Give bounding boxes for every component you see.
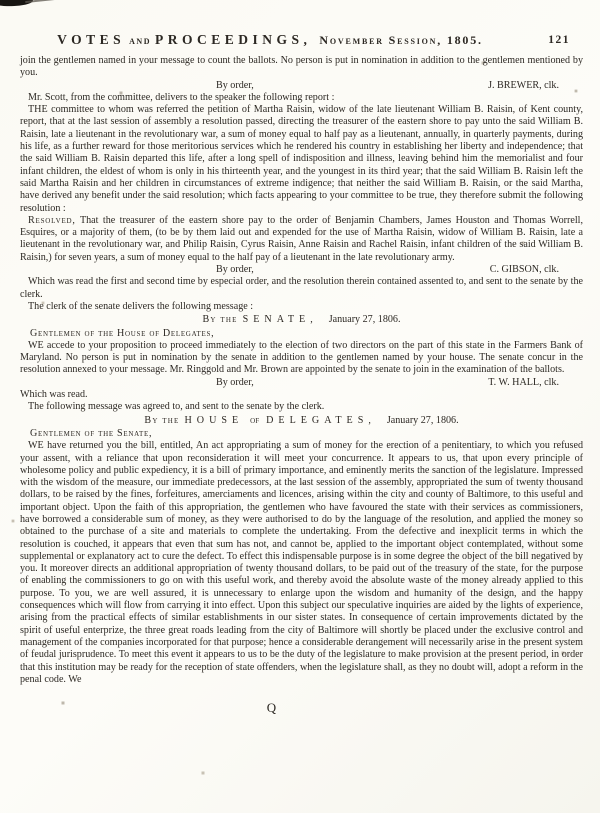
resolved-lead-word: Resolved,	[28, 214, 76, 226]
by-order-row-gibson	[20, 264, 583, 276]
house-heading-date: January 27, 1806.	[386, 414, 459, 426]
by-order-row-brewer	[20, 80, 583, 92]
senate-message-heading	[20, 314, 583, 326]
clerk-signature-hall: T. W. HALL, clk.	[488, 376, 559, 388]
scan-speckles	[0, 0, 2, 2]
title-and: and	[129, 35, 151, 47]
senate-heading-date: January 27, 1806.	[328, 314, 401, 326]
paragraph-committee-report: THE committee to whom was referred the petition of Martha Raisin, widow of the late lieutenant William B. Raisin, of Kent county, report, that at the last session of assembly a resolution passed, directing the treasurer of the eastern shore to pay unto the said William B. Raisin, late a lieutenant in the revolutionary war, a sum of money equal to half pay as a lieutenant, annually, in quarterly payments, during his life, as a further reward for those meritorious services which he rendered his country in establishing her liberty and independence; that the said William B. Raisin departed this life, after a long spell of indisposition and illness, leaving behind him the memorialist and four infant children, the eldest of whom is only in his thirteenth year, and the youngest in its third year; that the said William B. Raisin left the said Martha Raisin and her children in circumstances of extreme indigence; that neither the said William B. Raisin, or the said Martha, have derived any benefit under the said resolution; which facts appearing to your committee to be true, they therefore submit the following resolution :	[20, 104, 583, 214]
salutation-house-of-delegates: Gentlemen of the House of Delegates,	[30, 327, 215, 339]
signature-mark: Q	[266, 700, 277, 716]
paragraph-following-message: The following message was agreed to, and sent to the senate by the clerk.	[28, 401, 325, 413]
resolved-text: That the treasurer of the eastern shore pay to the order of Benjamin Chambers, James Houston and Thomas Worrell, Esquires, or a majority of them, (to be by them laid out and expended for the use of Martha Raisin, widow of William B. Raisin, late a lieutenant in the revolutionary war, and Philip Raisin, Cyrus Raisin, Anne Raisin and Rachel Raisin, infant children of the said William B. Raisin,) for seven years, a sum of money equal to the half pay of a lieutenant in the late revolutionary army.	[20, 214, 583, 263]
house-heading-name-delegates: DELEGATES,	[266, 414, 376, 426]
clerk-signature-gibson: C. GIBSON, clk.	[489, 264, 559, 276]
paragraph-which-was-read-second: Which was read.	[20, 389, 88, 401]
by-order-label: By order,	[216, 376, 254, 388]
title-votes: VOTES	[57, 32, 126, 47]
house-heading-of: of	[250, 414, 260, 426]
paragraph-ballot-continuation: join the gentlemen named in your message to count the ballots. No person is put in nomination in addition to the gentlemen mentioned by you.	[20, 55, 583, 79]
senate-heading-name: SENATE,	[242, 314, 318, 326]
senate-heading-prefix: By the	[202, 314, 238, 326]
title-session: November Session, 1805.	[319, 33, 483, 47]
text-column	[20, 55, 583, 716]
house-heading-name-house: HOUSE	[184, 414, 244, 426]
house-heading-prefix: By the	[144, 414, 180, 426]
by-order-row-hall	[20, 377, 583, 389]
ink-smudge-artifact	[0, 0, 33, 7]
paragraph-scott-report: Mr. Scott, from the committee, delivers to the speaker the following report :	[28, 91, 335, 103]
running-head	[0, 31, 600, 53]
salutation-senate: Gentlemen of the Senate,	[30, 427, 153, 439]
paragraph-accede: WE accede to your proposition to proceed immediately to the election of two directors on the part of this state in the Farmers Bank of Maryland. No person is put in nomination by the senate in addition to the gentlemen named by your house. The senate concur in the resolution annexed to your message. Mr. Ringgold and Mr. Brown are appointed by the senate to join in the examination of the ballots.	[20, 339, 583, 376]
clerk-signature-brewer: J. BREWER, clk.	[488, 79, 559, 91]
paragraph-resolved	[20, 215, 583, 264]
title-proceedings: PROCEEDINGS,	[155, 32, 312, 47]
page-title	[0, 31, 540, 49]
paragraph-penitentiary-bill: WE have returned you the bill, entitled, An act appropriating a sum of money for the erection of a penitentiary, to which you refused your assent, with a reliance that upon reconsideration it will meet your concurrence. It appears to us, that upon every principle of wholesome policy and public expediency, it is a bill of primary importance, and eminently merits the sanction of the legislature. Impressed with the wisdom of the measure, our immediate predecessors, at the last session of the assembly, appropriated the sum of twenty thousand dollars, to be raised by the fines, forfeitures, amerciaments and licences, arising within the city and county of Baltimore, to this useful and important object. Upon the faith of this appropriation, the gentlemen who have favoured the state with their services as commissioners, have borrowed a considerable sum of money, as they were authorised to do by the language of the resolution, and applied the money so obtained to the purchase of a site and materials to complete the undertaking. From the defective and inexplicit terms in which the resolution is couched, it appears that even that sum has not, and cannot be, applied to the important object contemplated, without some supplemental or explanatory act to cure the defect. To effect this indispensable purpose is in some degree the object of the bill negatived by you. It moreover directs an additional appropriation of twenty thousand dollars, to be paid out of the treasury of the state, for the purpose of enabling the commissioners to go on with this useful work, and thereby avoid the absolute waste of the money already applied to this purpose. To you, we are well assured, it is unnecessary to enlarge upon the wisdom and humanity of the design, and the happy consequences which will flow from carrying it into effect. Upon this subject our speculative inquiries are aided by the lights of experience, arising from the practical effects of similar establishments in our sister states. In consequence of certain improvements dictated by the spirit of useful enterprize, the three great roads leading from the city of Baltimore will shortly be placed under the exclusive control and management of the companies incorporated for that purpose; hence a considerable derangement will necessarily arise in the present system of feudal jurisprudence. To meet this event it appears to us to be the duty of the legislature to make provision at the present period, in order that this institution may be ready for the reception of state offenders, when the legislature shall, as they no doubt will, adopt a reform in the penal code. We	[20, 440, 583, 685]
by-order-label: By order,	[216, 79, 254, 91]
paragraph-clerk-of-senate: The clerk of the senate delivers the following message :	[28, 300, 254, 312]
by-order-label: By order,	[216, 264, 254, 276]
page-number: 121	[548, 34, 570, 46]
paragraph-which-was-read-first: Which was read the first and second time by especial order, and the resolution therein contained assented to, and sent to the senate by the clerk.	[20, 276, 583, 300]
house-message-heading	[20, 415, 583, 427]
signature-mark-row	[20, 702, 583, 716]
